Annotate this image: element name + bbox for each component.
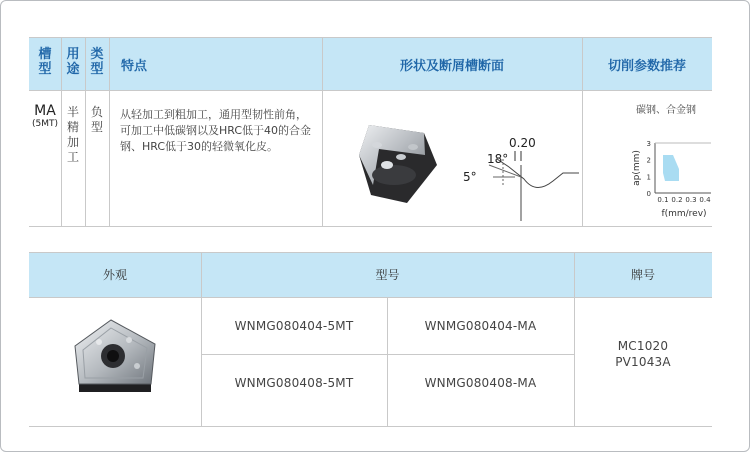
y-tick-label: 3 <box>646 140 651 148</box>
x-axis-label: f(mm/rev) <box>661 209 707 219</box>
slot-cell <box>29 103 61 130</box>
x-tick-label: 0.2 <box>671 196 683 204</box>
type-cell: 负型 <box>91 105 104 134</box>
slot-subname: (5MT) <box>31 119 58 129</box>
y-axis-label: ap(mm) <box>632 150 642 186</box>
header-grade: 牌号 <box>630 268 655 282</box>
insert-photo <box>69 314 161 404</box>
header-model: 型号 <box>375 268 400 282</box>
header-params: 切削参数推荐 <box>607 59 686 74</box>
divider <box>29 226 712 227</box>
features-text: 从轻加工到粗加工，通用型韧性前角，可加工中低碳钢以及HRC低于40的合金钢、HRC低于30的轻微氧化皮。 <box>120 108 312 153</box>
groove-spec-table <box>29 37 712 227</box>
grade-cell <box>574 338 712 370</box>
divider <box>29 297 712 298</box>
model-table <box>29 252 712 427</box>
x-tick-label: 0.4 <box>699 196 711 204</box>
insert-closeup-image <box>359 125 437 203</box>
rake-angle-label: 18° <box>487 152 509 166</box>
x-tick-label: 0.3 <box>685 196 697 204</box>
divider <box>29 90 712 91</box>
model-cell: WNMG080404-MA <box>424 319 537 333</box>
divider <box>29 426 712 427</box>
slot-name: MA <box>34 103 56 119</box>
y-tick-label: 2 <box>646 156 651 165</box>
grade-name: PV1043A <box>615 355 671 369</box>
model-cell: WNMG080408-5MT <box>234 376 354 390</box>
y-tick-label: 0 <box>646 190 651 198</box>
land-angle-label: 5° <box>463 170 477 184</box>
divider <box>109 37 110 227</box>
model-cell: WNMG080408-MA <box>424 376 537 390</box>
x-tick-label: 0.1 <box>657 196 669 204</box>
param-chart-title: 碳钢、合金钢 <box>636 105 696 116</box>
y-tick-label: 1 <box>646 173 651 182</box>
header-shape: 形状及断屑槽断面 <box>399 59 504 74</box>
dim-width-label: 0.20 <box>509 136 536 150</box>
model-cell: WNMG080404-5MT <box>234 319 354 333</box>
insert-section-figure <box>329 95 579 221</box>
divider <box>29 37 712 38</box>
header-use: 用途 <box>66 47 80 77</box>
header-type: 类型 <box>90 47 104 77</box>
header-features: 特点 <box>121 59 148 74</box>
grade-name: MC1020 <box>617 339 669 353</box>
recommended-region <box>663 155 679 181</box>
divider <box>29 252 712 253</box>
divider <box>387 297 388 427</box>
header-appearance: 外观 <box>102 268 127 282</box>
cutting-param-chart <box>585 115 711 223</box>
use-cell: 半精加工 <box>67 105 80 164</box>
header-slot: 槽型 <box>38 47 52 77</box>
